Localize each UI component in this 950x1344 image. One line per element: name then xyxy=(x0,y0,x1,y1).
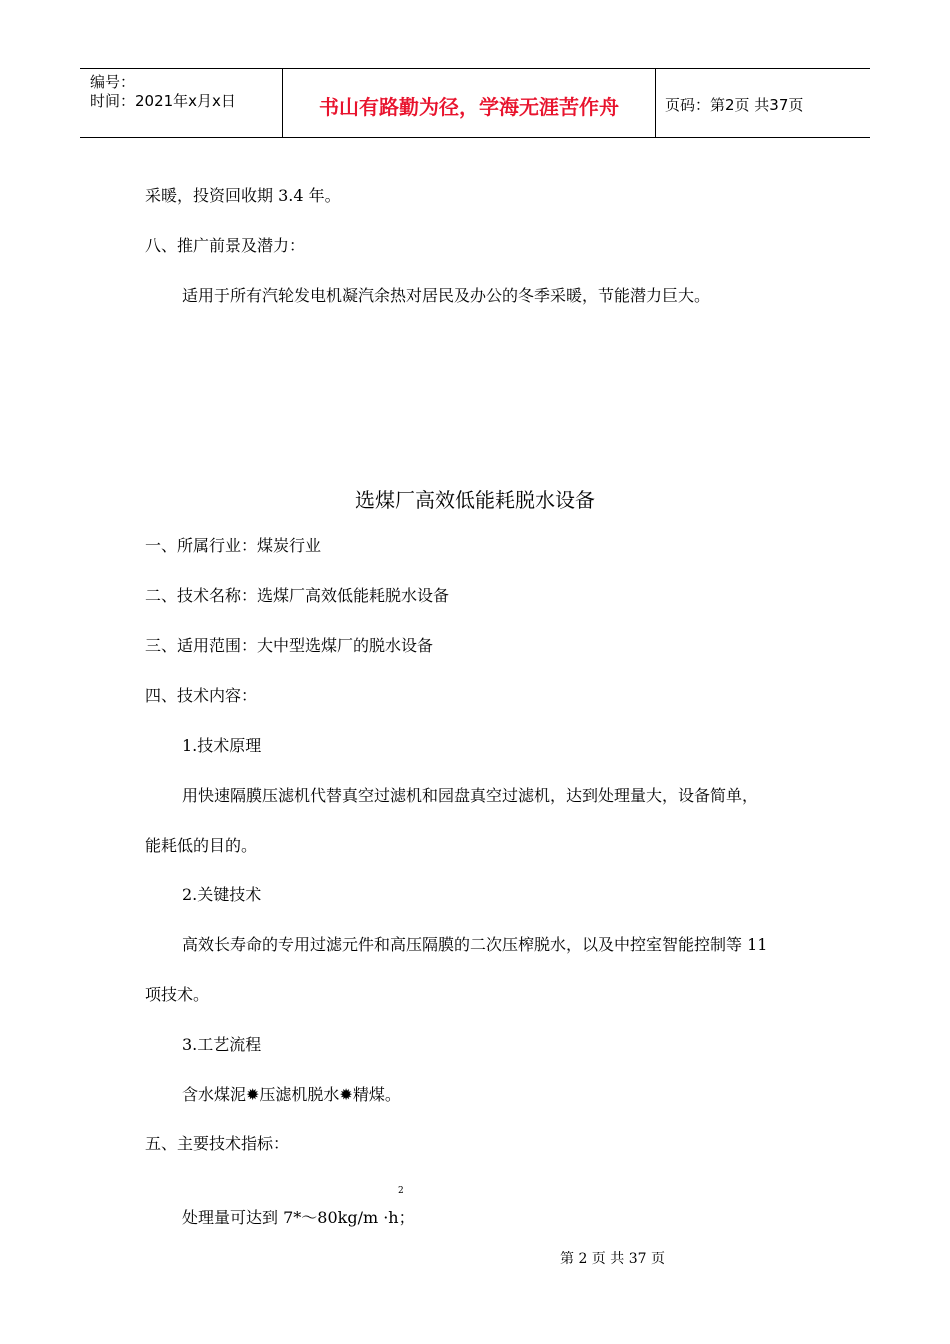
document-date-label: 时间：2021年x月x日 xyxy=(90,92,236,110)
header-page-info: 页码：第2页 共37页 xyxy=(665,96,804,114)
paragraph-line: 采暖，投资回收期 3.4 年。 xyxy=(145,186,341,205)
page-header xyxy=(80,68,870,138)
unit-superscript: 2 xyxy=(398,1186,404,1196)
paragraph-line: 高效长寿命的专用过滤元件和高压隔膜的二次压榨脱水，以及中控室智能控制等 11 xyxy=(182,935,768,954)
paragraph-line: 用快速隔膜压滤机代替真空过滤机和园盘真空过滤机，达到处理量大，设备简单， xyxy=(182,786,759,805)
section-heading: 二、技术名称：选煤厂高效低能耗脱水设备 xyxy=(145,586,450,605)
document-number-label: 编号： xyxy=(90,73,136,91)
section-title: 选煤厂高效低能耗脱水设备 xyxy=(355,488,595,512)
header-left-cell xyxy=(80,69,282,137)
section-heading: 三、适用范围：大中型选煤厂的脱水设备 xyxy=(145,636,434,655)
paragraph-line: 项技术。 xyxy=(145,985,210,1004)
process-flow-line: 含水煤泥✹压滤机脱水✹精煤。 xyxy=(182,1085,401,1104)
header-right-cell xyxy=(655,69,870,137)
paragraph-line: 处理量可达到 7*～80kg/m ·h； xyxy=(182,1208,415,1227)
page-footer: 第 2 页 共 37 页 xyxy=(560,1251,665,1267)
subsection-heading: 3.工艺流程 xyxy=(182,1035,262,1054)
header-middle-cell xyxy=(282,69,656,137)
paragraph-line: 能耗低的目的。 xyxy=(145,836,258,855)
paragraph-line: 适用于所有汽轮发电机凝汽余热对居民及办公的冬季采暖，节能潜力巨大。 xyxy=(182,286,711,305)
section-heading: 一、所属行业：煤炭行业 xyxy=(145,536,322,555)
subsection-heading: 2.关键技术 xyxy=(182,885,262,904)
section-heading: 五、主要技术指标： xyxy=(145,1134,290,1153)
section-heading: 四、技术内容： xyxy=(145,686,258,705)
subsection-heading: 1.技术原理 xyxy=(182,736,262,755)
header-motto: 书山有路勤为径，学海无涯苦作舟 xyxy=(319,95,619,119)
section-heading: 八、推广前景及潜力： xyxy=(145,236,306,255)
